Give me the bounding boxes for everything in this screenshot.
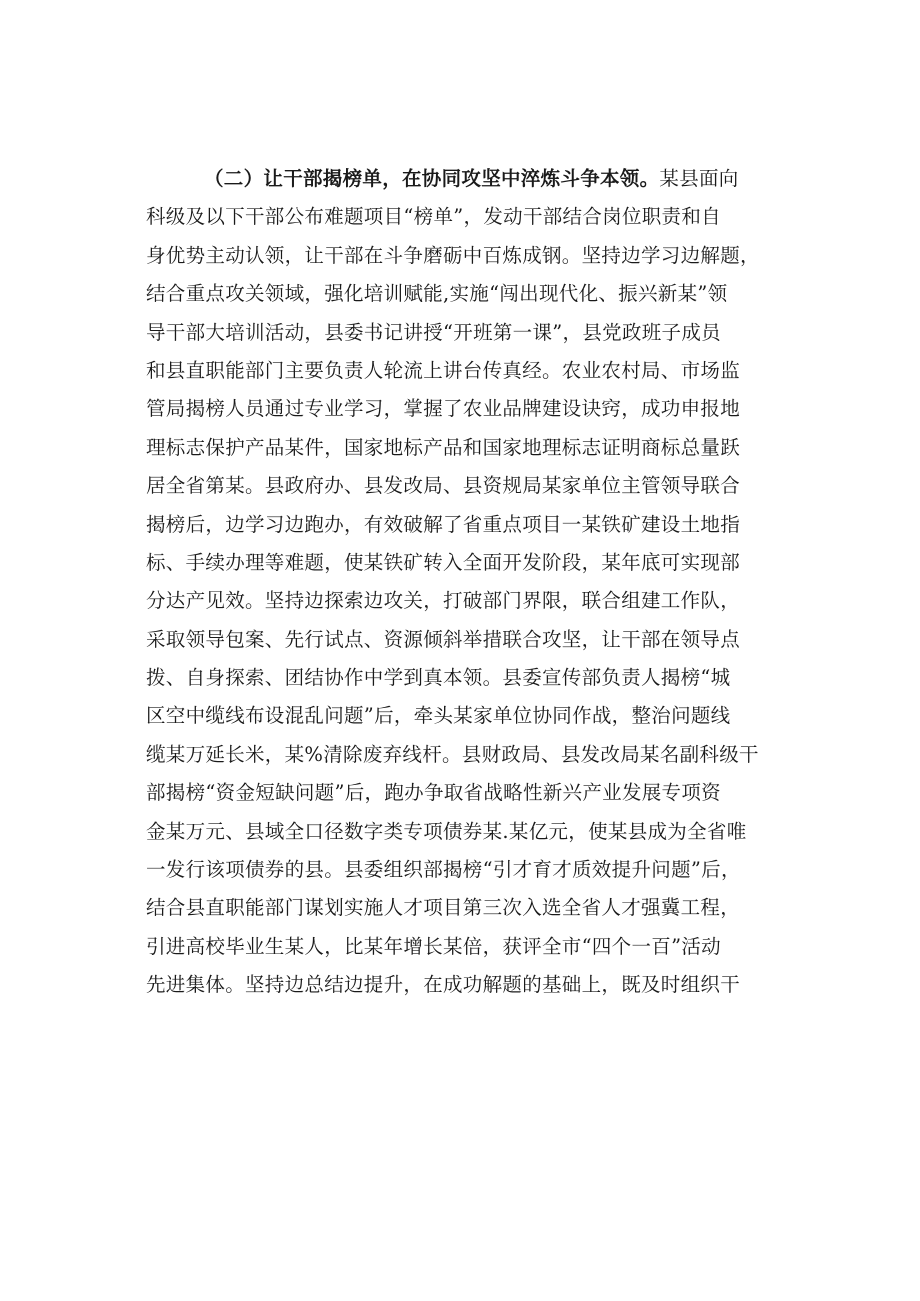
text-line: 标、手续办理等难题，使某铁矿转入全面开发阶段，某年底可实现部 (146, 550, 741, 574)
text-line: 科级及以下干部公布难题项目“榜单”，发动干部结合岗位职责和自 (146, 205, 721, 229)
text-line: 理标志保护产品某件，国家地标产品和国家地理标志证明商标总量跃 (146, 435, 741, 459)
text-line: 居全省第某。县政府办、县发改局、县资规局某家单位主管领导联合 (146, 474, 741, 498)
text-line: 结合县直职能部门谋划实施人才项目第三次入选全省人才强冀工程， (146, 896, 741, 920)
text-line: 采取领导包案、先行试点、资源倾斜举措联合攻坚，让干部在领导点 (146, 627, 741, 651)
text-line: 结合重点攻关领域，强化培训赋能,实施“闯出现代化、振兴新某”领 (146, 282, 728, 306)
text-line: 引进高校毕业生某人，比某年增长某倍，获评全市“四个一百”活动 (146, 934, 721, 958)
text-line: 管局揭榜人员通过专业学习，掌握了农业品牌建设诀窍，成功申报地 (146, 397, 741, 421)
text-line: 一发行该项债券的县。县委组织部揭榜“引才育才质效提升问题”后， (146, 858, 741, 882)
body-paragraph (146, 160, 806, 1005)
text-line: 金某万元、县域全口径数字类专项债券某.某亿元，使某县成为全省唯 (146, 819, 747, 843)
text-line: 拨、自身探索、团结协作中学到真本领。县委宣传部负责人揭榜“城 (146, 666, 731, 690)
text-line: 区空中缆线布设混乱问题”后，牵头某家单位协同作战，整治问题线 (146, 704, 731, 728)
text-line: 身优势主动认领，让干部在斗争磨砺中百炼成钢。坚持边学习边解题， (146, 243, 760, 267)
text-line: 揭榜后，边学习边跑办，有效破解了省重点项目一某铁矿建设土地指 (146, 512, 741, 536)
text-line: 和县直职能部门主要负责人轮流上讲台传真经。农业农村局、市场监 (146, 358, 741, 382)
section-heading: （二）让干部揭榜单，在协同攻坚中淬炼斗争本领。 (204, 167, 660, 190)
text-line: 导干部大培训活动，县委书记讲授“开班第一课”，县党政班子成员 (146, 320, 721, 344)
paragraph-first-line (146, 160, 806, 198)
text-line: 先进集体。坚持边总结边提升，在成功解题的基础上，既及时组织干 (146, 973, 741, 997)
text-line: 分达产见效。坚持边探索边攻关，打破部门界限，联合组建工作队， (146, 589, 741, 613)
text-line: 部揭榜“资金短缺问题”后，跑办争取省战略性新兴产业发展专项资 (146, 781, 721, 805)
heading-tail-text: 某县面向 (659, 167, 739, 190)
text-line: 缆某万延长米，某%清除废弃线杆。县财政局、县发改局某名副科级干 (146, 742, 759, 766)
